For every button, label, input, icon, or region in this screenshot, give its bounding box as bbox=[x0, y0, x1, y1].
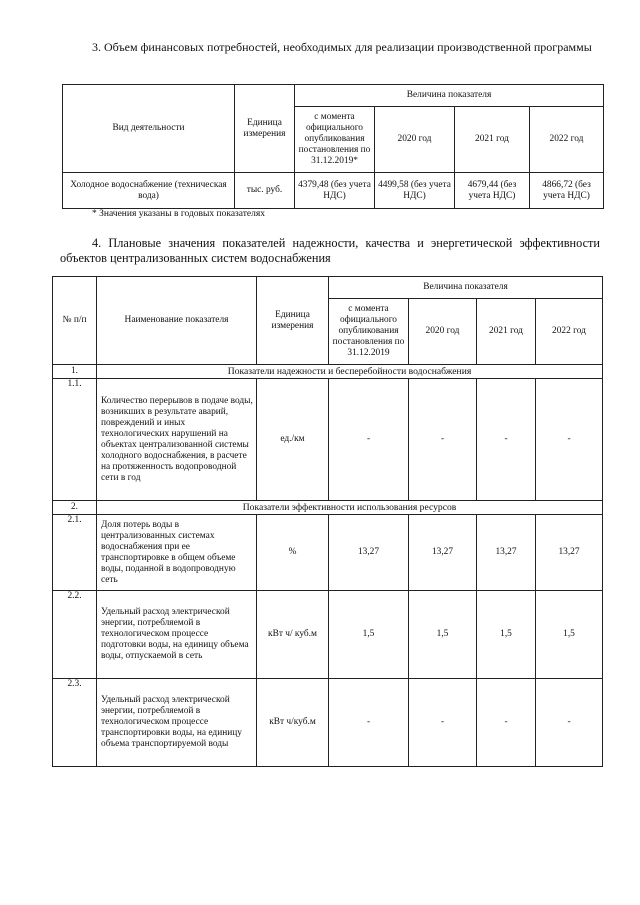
row-unit: кВт ч/ куб.м bbox=[257, 591, 329, 679]
value-cell: 4499,58 (без учета НДС) bbox=[375, 173, 455, 209]
section-num: 2. bbox=[53, 501, 97, 515]
row-num: 1.1. bbox=[53, 379, 97, 501]
row-name: Доля потерь воды в централизованных системах водоснабжения при ее транспортировке в общем объеме воды, поданной в водопроводную сеть bbox=[97, 515, 257, 591]
section-title: Показатели надежности и бесперебойности водоснабжения bbox=[97, 365, 603, 379]
col-value-header: Величина показателя bbox=[329, 277, 603, 299]
row-name: Удельный расход электрической энергии, потребляемой в технологическом процессе транспортировки воды, на единицу объема транспортируемой воды bbox=[97, 679, 257, 767]
col-value-header: Величина показателя bbox=[295, 85, 604, 107]
row-value: 13,27 bbox=[329, 515, 409, 591]
row-value: 13,27 bbox=[409, 515, 477, 591]
col-name-header: Наименование показателя bbox=[97, 277, 257, 365]
row-value: - bbox=[329, 379, 409, 501]
section3-title: 3. Объем финансовых потребностей, необходимых для реализации производственной программы bbox=[92, 40, 592, 54]
row-num: 2.3. bbox=[53, 679, 97, 767]
row-unit: ед./км bbox=[257, 379, 329, 501]
value-cell: 4866,72 (без учета НДС) bbox=[530, 173, 604, 209]
row-value: 1,5 bbox=[536, 591, 603, 679]
row-value: 13,27 bbox=[477, 515, 536, 591]
col-period-header: 2020 год bbox=[409, 299, 477, 365]
col-unit-header: Единица измерения bbox=[235, 85, 295, 173]
row-value: - bbox=[409, 679, 477, 767]
row-num: 2.1. bbox=[53, 515, 97, 591]
row-value: - bbox=[329, 679, 409, 767]
row-name: Удельный расход электрической энергии, потребляемой в технологическом процессе подготовки воды, на единицу объема воды, отпускаемой в сеть bbox=[97, 591, 257, 679]
value-cell: 4679,44 (без учета НДС) bbox=[455, 173, 530, 209]
unit-cell: тыс. руб. bbox=[235, 173, 295, 209]
row-value: - bbox=[536, 679, 603, 767]
row-value: 1,5 bbox=[477, 591, 536, 679]
col-unit-header: Единица измерения bbox=[257, 277, 329, 365]
value-cell: 4379,48 (без учета НДС) bbox=[295, 173, 375, 209]
row-unit: кВт ч/куб.м bbox=[257, 679, 329, 767]
col-activity-header: Вид деятельности bbox=[63, 85, 235, 173]
financial-needs-table bbox=[62, 84, 604, 209]
row-value: - bbox=[409, 379, 477, 501]
col-period-header: 2020 год bbox=[375, 107, 455, 173]
col-num-header: № п/п bbox=[53, 277, 97, 365]
section4-title: 4. Плановые значения показателей надежности, качества и энергетической эффективности объектов централизованных систем водоснабжения bbox=[60, 236, 600, 265]
activity-cell: Холодное водоснабжение (техническая вода) bbox=[63, 173, 235, 209]
col-period-header: 2021 год bbox=[455, 107, 530, 173]
col-period-header: 2021 год bbox=[477, 299, 536, 365]
footnote: * Значения указаны в годовых показателях bbox=[92, 209, 266, 219]
row-unit: % bbox=[257, 515, 329, 591]
row-name: Количество перерывов в подаче воды, возникших в результате аварий, повреждений и иных технологических нарушений на объектах централизованной системы холодного водоснабжения, в расчете на протяженность водопроводной сети в год bbox=[97, 379, 257, 501]
col-period-header: с момента официального опубликования постановления по 31.12.2019 bbox=[329, 299, 409, 365]
row-num: 2.2. bbox=[53, 591, 97, 679]
col-period-header: 2022 год bbox=[530, 107, 604, 173]
row-value: 13,27 bbox=[536, 515, 603, 591]
row-value: - bbox=[477, 379, 536, 501]
section-title: Показатели эффективности использования ресурсов bbox=[97, 501, 603, 515]
indicators-table bbox=[52, 276, 603, 767]
row-value: 1,5 bbox=[409, 591, 477, 679]
section-num: 1. bbox=[53, 365, 97, 379]
col-period-header: с момента официального опубликования постановления по 31.12.2019* bbox=[295, 107, 375, 173]
row-value: - bbox=[536, 379, 603, 501]
row-value: - bbox=[477, 679, 536, 767]
row-value: 1,5 bbox=[329, 591, 409, 679]
col-period-header: 2022 год bbox=[536, 299, 603, 365]
